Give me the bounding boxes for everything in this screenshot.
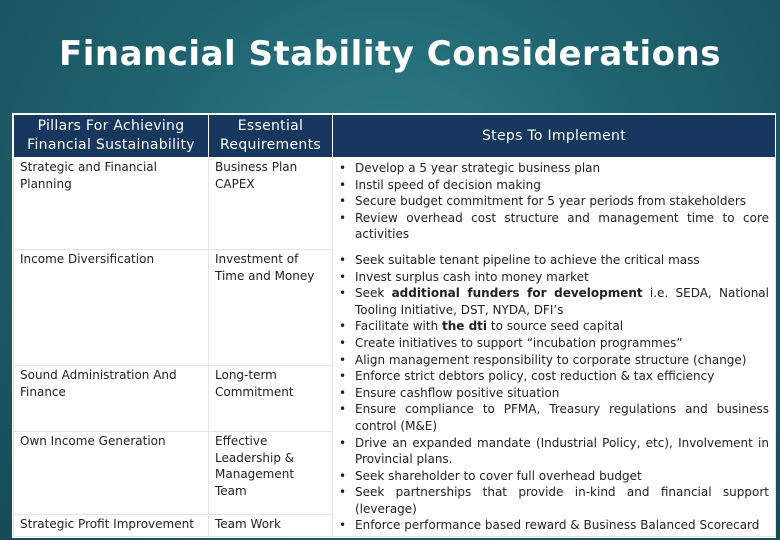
pillar-cell: Strategic Profit Improvement — [14, 515, 209, 537]
step-text: to source seed capital — [487, 319, 624, 334]
step-item: • Seek shareholder to cover full overhead budget — [337, 468, 769, 485]
header-pillars-line-1: Pillars For Achieving — [37, 118, 185, 134]
step-item: • Ensure cashflow positive situation — [337, 385, 769, 402]
step-text: i.e. SEDA, National Tooling Initiative, DST, NYDA, DFI’s — [355, 286, 769, 317]
step-item: • Invest surplus cash into money market — [337, 269, 769, 286]
step-item — [337, 318, 769, 335]
step-item: • Develop a 5 year strategic business plan — [337, 160, 769, 177]
step-item — [337, 285, 769, 318]
requirement-cell: Long-term Commitment — [209, 366, 333, 432]
considerations-table — [12, 113, 776, 538]
step-text: Seek — [355, 286, 392, 301]
requirement-cell: Business Plan CAPEX — [209, 158, 333, 250]
step-item: • Secure budget commitment for 5 year periods from stakeholders — [337, 193, 769, 210]
pillar-cell: Income Diversification — [14, 250, 209, 366]
steps-list — [337, 160, 769, 534]
requirement-cell: Investment of Time and Money — [209, 250, 333, 366]
step-item: • Seek suitable tenant pipeline to achieve the critical mass — [337, 252, 769, 269]
step-item: • Enforce performance based reward & Business Balanced Scorecard — [337, 517, 769, 534]
header-requirements — [209, 115, 333, 158]
page-title: Financial Stability Considerations — [59, 34, 721, 74]
header-pillars-line-2: Financial Sustainability — [27, 137, 195, 153]
step-item: • Ensure compliance to PFMA, Treasury regulations and business control (M&E) — [337, 401, 769, 434]
step-emphasis: additional funders for development — [391, 286, 643, 301]
requirement-cell: Effective Leadership & Management Team — [209, 432, 333, 515]
step-emphasis: the dti — [442, 319, 488, 334]
pillar-cell: Own Income Generation — [14, 432, 209, 515]
requirement-cell: Team Work — [209, 515, 333, 537]
header-steps: Steps To Implement — [333, 115, 776, 158]
header-requirements-line-2: Requirements — [220, 137, 321, 153]
pillar-cell: Strategic and Financial Planning — [14, 158, 209, 250]
table-row — [14, 158, 776, 250]
step-item: • Drive an expanded mandate (Industrial Policy, etc), Involvement in Provincial plans. — [337, 435, 769, 468]
header-pillars — [14, 115, 209, 158]
pillar-cell: Sound Administration And Finance — [14, 366, 209, 432]
header-requirements-line-1: Essential — [237, 118, 304, 134]
step-item: • Instil speed of decision making — [337, 177, 769, 194]
steps-cell — [333, 158, 776, 537]
step-item: • Align management responsibility to corporate structure (change) — [337, 352, 769, 369]
step-text: Facilitate with — [355, 319, 442, 334]
step-item: • Seek partnerships that provide in-kind and financial support (leverage) — [337, 484, 769, 517]
step-item: • Create initiatives to support “incubation programmes” — [337, 335, 769, 352]
step-item: • Review overhead cost structure and management time to core activities — [337, 210, 769, 243]
step-item: • Enforce strict debtors policy, cost reduction & tax efficiency — [337, 368, 769, 385]
